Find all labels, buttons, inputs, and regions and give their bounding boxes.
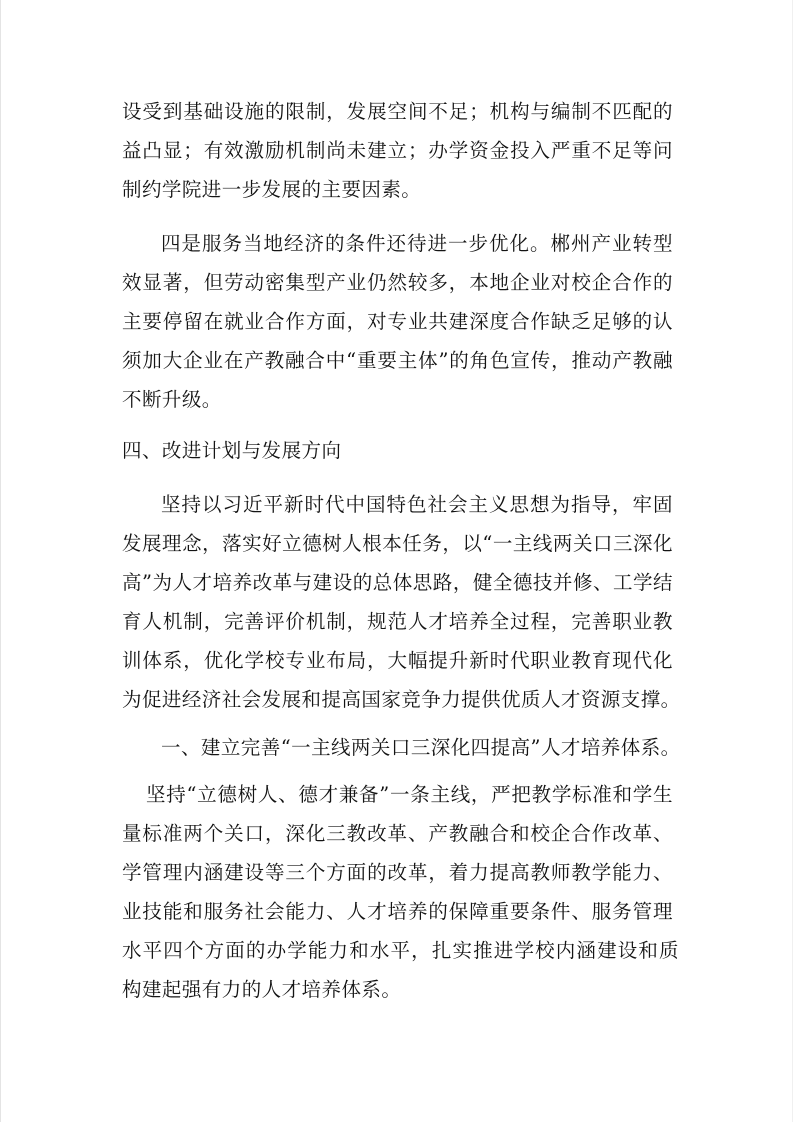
paragraph-line: 学管理内涵建设等三个方面的改革，着力提高教师教学能力、	[122, 861, 673, 884]
paragraph-line: 须加大企业在产教融合中“重要主体”的角色宣传，推动产教融	[122, 349, 673, 372]
section-heading: 四、改进计划与发展方向	[122, 439, 342, 462]
paragraph-line: 不断升级。	[122, 388, 222, 411]
paragraph-line: 效显著，但劳动密集型产业仍然较多，本地企业对校企合作的	[122, 271, 673, 294]
paragraph-line: 构建起强有力的人才培养体系。	[122, 978, 402, 1001]
paragraph-line: 主要停留在就业合作方面，对专业共建深度合作缺乏足够的认	[122, 310, 673, 333]
paragraph-line: 发展理念，落实好立德树人根本任务，以“一主线两关口三深化	[122, 532, 673, 555]
paragraph-line: 设受到基础设施的限制，发展空间不足；机构与编制不匹配的	[122, 100, 673, 123]
paragraph-line: 高”为人才培养改革与建设的总体思路，健全德技并修、工学结	[122, 571, 673, 594]
paragraph-line: 四是服务当地经济的条件还待进一步优化。郴州产业转型	[161, 232, 673, 255]
paragraph-line: 坚持“立德树人、德才兼备”一条主线，严把教学标准和学生	[146, 783, 673, 806]
subsection-heading: 一、建立完善“一主线两关口三深化四提高”人才培养体系。	[161, 736, 681, 759]
page-left-edge	[0, 0, 1, 1122]
paragraph-line: 业技能和服务社会能力、人才培养的保障重要条件、服务管理	[122, 900, 673, 923]
paragraph-line: 量标准两个关口，深化三教改革、产教融合和校企合作改革、	[122, 822, 673, 845]
paragraph-line: 育人机制，完善评价机制，规范人才培养全过程，完善职业教	[122, 610, 673, 633]
paragraph-line: 制约学院进一步发展的主要因素。	[122, 178, 422, 201]
paragraph-line: 益凸显；有效激励机制尚未建立；办学资金投入严重不足等问	[122, 139, 673, 162]
paragraph-line: 为促进经济社会发展和提高国家竞争力提供优质人才资源支撑。	[122, 688, 681, 711]
paragraph-line: 坚持以习近平新时代中国特色社会主义思想为指导，牢固	[161, 493, 673, 516]
paragraph-line: 训体系，优化学校专业布局，大幅提升新时代职业教育现代化	[122, 649, 673, 672]
paragraph-line: 水平四个方面的办学能力和水平，扎实推进学校内涵建设和质	[122, 939, 679, 962]
